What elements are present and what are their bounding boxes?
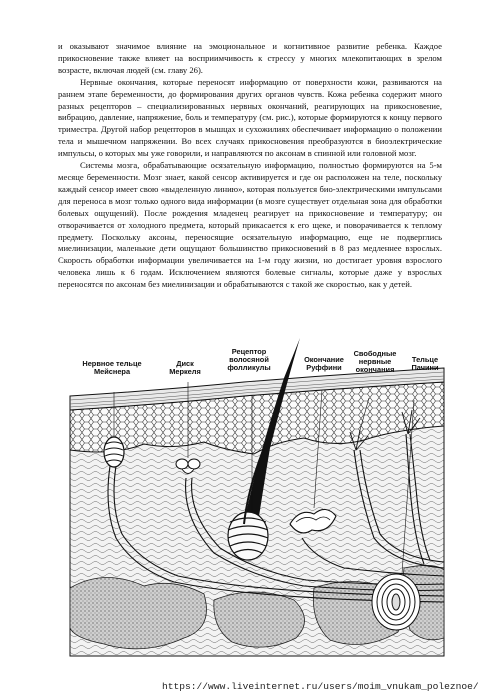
pacinian-corpuscle <box>372 574 420 630</box>
skin-receptors-figure <box>64 338 450 668</box>
paragraph-2: Нервные окончания, которые переносят информацию от поверхности кожи, развиваются на раннем этапе беременности, до формирования других органов чувств. Кожа ребенка содержит много разных рецепторов – специализированных нервных окончаний, реагирующих на прикосновение, вибрацию, давление, напряжение, боль и температуру (см. рис.), которые формируются к концу первого триместра. Другой набор рецепторов в мышцах и сухожилиях обеспечивает информацию о положении тела и мышечном напряжении. Во всех случаях прикосновения преобразуются в биоэлектрические импульсы, о которых мы уже говорили, и направляются по аксонам в спинной или головной мозг. <box>58 76 442 159</box>
label-ruffini: Окончание Руффини <box>304 355 344 373</box>
label-meissner: Нервное тельце Мейснера <box>82 359 142 377</box>
label-free-endings: Свободные нервные окончания <box>353 349 397 375</box>
paragraph-1: и оказывают значимое влияние на эмоциональное и когнитивное развитие ребенка. Каждое прикосновение также влияет на восприимчивость к стрессу у многих млекопитающих в зрелом возрасте, включая людей (см. главу 26). <box>58 41 442 75</box>
footer-url: https://www.liveinternet.ru/users/moim_vnukam_poleznoe/ <box>162 681 479 692</box>
label-merkel: Диск Меркеля <box>169 359 201 377</box>
skin-cross-section-illustration <box>64 338 450 668</box>
label-pacini: Тельце Пачини <box>411 355 439 373</box>
paragraph-3: Системы мозга, обрабатывающие осязательную информацию, полностью формируются на 5-м месяце беременности. Мозг знает, какой сенсор активируется и где он расположен на теле, поскольку каждый сенсор имеет свою «выделенную линию», которая пользуется био-электрическими импульсами для переноса в мозг только одного вида информации (в мозге существует отдельная зона для обработки болевых ощущений). После рождения младенец реагирует на прикосновение и температуру; он отворачивается от холодного предмета, который прикасается к его щеке, и поворачивается к теплому предмету. Поскольку аксоны, переносящие осязательную информацию, еще не подверглись миелинизации, маленькие дети ощущают большинство прикосновений в 8 раз медленнее взрослых. Скорость обработки информации увеличивается на 1-м году жизни, но достигает уровня взрослого человека лишь к 6 годам. Исключением являются болевые сигналы, которые даже у взрослых переносятся по аксонам без миелинизации и обрабатываются с такой же скоростью, как у детей. <box>58 160 442 290</box>
meissner-corpuscle <box>104 437 124 467</box>
body-text <box>58 41 442 291</box>
label-hair-follicle-receptor: Рецептор волосяной фолликулы <box>227 347 271 373</box>
